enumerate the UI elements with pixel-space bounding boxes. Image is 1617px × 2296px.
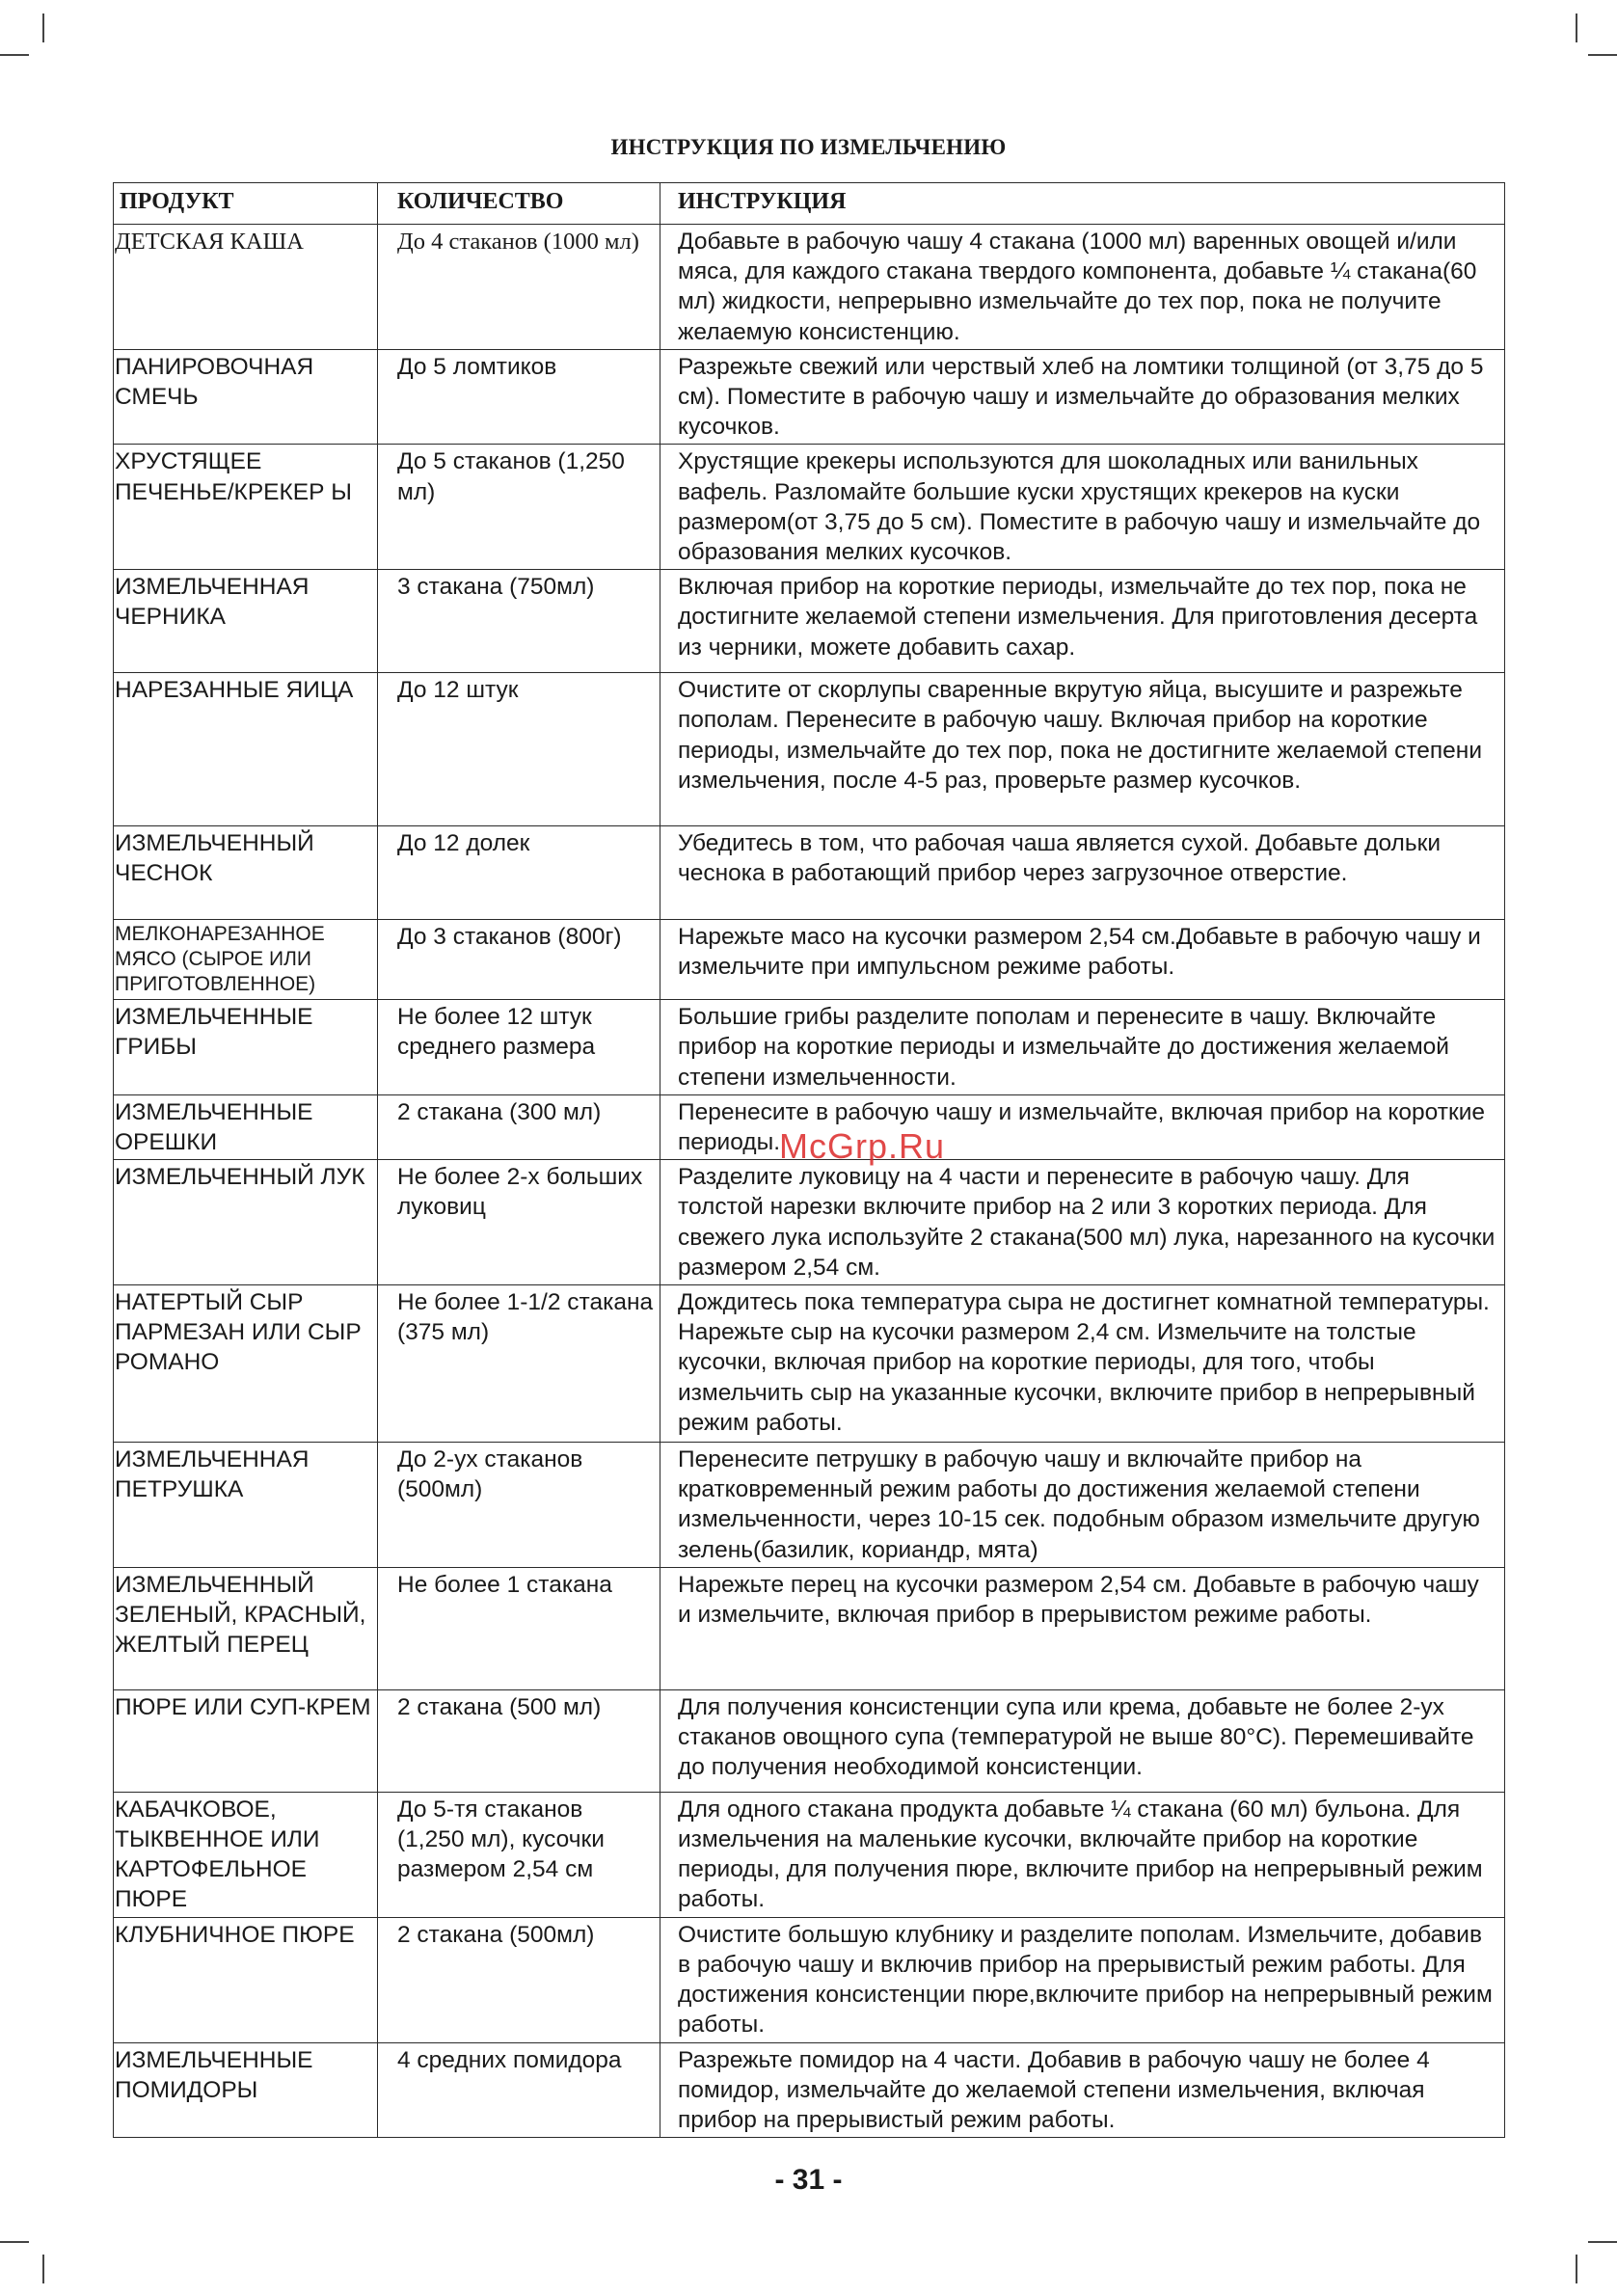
quantity-cell: 2 стакана (300 мл) xyxy=(378,1094,660,1159)
table-row xyxy=(114,1917,1505,2042)
product-cell: НАТЕРТЫЙ СЫР ПАРМЕЗАН ИЛИ СЫР РОМАНО xyxy=(114,1285,378,1443)
product-cell: ИЗМЕЛЬЧЕННЫЕ ГРИБЫ xyxy=(114,1000,378,1095)
product-cell: ИЗМЕЛЬЧЕННЫЕ ОРЕШКИ xyxy=(114,1094,378,1159)
instruction-cell: Нарежьте перец на кусочки размером 2,54 см. Добавьте в рабочую чашу и измельчите, включая прибор в прерывистом режиме работы. xyxy=(660,1567,1505,1689)
quantity-cell: 2 стакана (500 мл) xyxy=(378,1689,660,1792)
page-title: ИНСТРУКЦИЯ ПО ИЗМЕЛЬЧЕНИЮ xyxy=(610,135,1007,159)
instruction-cell: Дождитесь пока температура сыра не достигнет комнатной температуры. Нарежьте сыр на кусочки размером 2,4 см. Измельчите на толстые кусочки, включая прибор на короткие периоды, для того, чтобы измельчить сыр на указанные кусочки, включите прибор в непрерывный режим работы. xyxy=(660,1285,1505,1443)
crop-mark xyxy=(1576,2255,1577,2283)
product-cell: МЕЛКОНАРЕЗАННОЕ МЯСО (СЫРОЕ ИЛИ ПРИГОТОВЛЕННОЕ) xyxy=(114,920,378,1000)
table-row xyxy=(114,2042,1505,2138)
quantity-cell: До 3 стаканов (800г) xyxy=(378,920,660,1000)
instruction-cell: Большие грибы разделите пополам и перенесите в чашу. Включайте прибор на короткие периоды и измельчайте до достижения желаемой степени измельченности. xyxy=(660,1000,1505,1095)
product-cell: ДЕТСКАЯ КАША xyxy=(114,225,378,350)
table-row xyxy=(114,673,1505,826)
instruction-cell: Разрежьте помидор на 4 части. Добавив в рабочую чашу не более 4 помидор, измельчайте до желаемой степени измельчения, включая прибор на прерывистый режим работы. xyxy=(660,2042,1505,2138)
product-cell: ИЗМЕЛЬЧЕННЫЙ ЗЕЛЕНЫЙ, КРАСНЫЙ, ЖЕЛТЫЙ ПЕРЕЦ xyxy=(114,1567,378,1689)
header-instruction: ИНСТРУКЦИЯ xyxy=(660,183,1505,225)
quantity-cell: До 5 стаканов (1,250 мл) xyxy=(378,445,660,570)
table-row xyxy=(114,445,1505,570)
crop-mark xyxy=(1588,2241,1617,2243)
table-row xyxy=(114,1000,1505,1095)
product-cell: ИЗМЕЛЬЧЕННЫЙ ЧЕСНОК xyxy=(114,826,378,920)
table-row xyxy=(114,1285,1505,1443)
quantity-cell: До 12 штук xyxy=(378,673,660,826)
table-row xyxy=(114,1443,1505,1568)
product-cell: ПАНИРОВОЧНАЯ СМЕЧЬ xyxy=(114,349,378,445)
crop-mark xyxy=(42,14,44,42)
quantity-cell: Не более 2-х больших луковиц xyxy=(378,1160,660,1285)
instruction-cell: Убедитесь в том, что рабочая чаша является сухой. Добавьте дольки чеснока в работающий прибор через загрузочное отверстие. xyxy=(660,826,1505,920)
product-cell: ИЗМЕЛЬЧЕННАЯ ЧЕРНИКА xyxy=(114,570,378,673)
instruction-cell: Разделите луковицу на 4 части и перенесите в рабочую чашу. Для толстой нарезки включите прибор на 2 или 3 коротких периода. Для свежего лука используйте 2 стакана(500 мл) лука, нарезанного на кусочки размером 2,54 см. xyxy=(660,1160,1505,1285)
crop-mark xyxy=(42,2255,44,2283)
instruction-cell: Очистите большую клубнику и разделите пополам. Измельчите, добавив в рабочую чашу и включив прибор на прерывистый режим работы. Для достижения консистенции пюре,включите прибор на непрерывный режим работы. xyxy=(660,1917,1505,2042)
instruction-cell: Включая прибор на короткие периоды, измельчайте до тех пор, пока не достигните желаемой степени измельчения. Для приготовления десерта из черники, можете добавить сахар. xyxy=(660,570,1505,673)
header-quantity: КОЛИЧЕСТВО xyxy=(378,183,660,225)
instruction-cell: Хрустящие крекеры используются для шоколадных или ванильных вафель. Разломайте большие куски хрустящих крекеров на куски размером(от 3,75 до 5 см). Поместите в рабочую чашу и измельчайте до образования мелких кусочков. xyxy=(660,445,1505,570)
product-cell: ИЗМЕЛЬЧЕННЫЙ ЛУК xyxy=(114,1160,378,1285)
table-row xyxy=(114,1689,1505,1792)
quantity-cell: Не более 1-1/2 стакана (375 мл) xyxy=(378,1285,660,1443)
quantity-cell: 3 стакана (750мл) xyxy=(378,570,660,673)
instruction-cell: Перенесите в рабочую чашу и измельчайте, включая прибор на короткие периоды. xyxy=(660,1094,1505,1159)
quantity-cell: 4 средних помидора xyxy=(378,2042,660,2138)
product-cell: КЛУБНИЧНОЕ ПЮРЕ xyxy=(114,1917,378,2042)
quantity-cell: До 12 долек xyxy=(378,826,660,920)
quantity-cell: 2 стакана (500мл) xyxy=(378,1917,660,2042)
crop-mark xyxy=(1588,54,1617,56)
table-header-row xyxy=(114,183,1505,225)
table-row xyxy=(114,1160,1505,1285)
instruction-cell: Разрежьте свежий или черствый хлеб на ломтики толщиной (от 3,75 до 5 см). Поместите в рабочую чашу и измельчайте до образования мелких кусочков. xyxy=(660,349,1505,445)
page-number: - 31 - xyxy=(774,2164,843,2196)
crop-mark xyxy=(1576,14,1577,42)
header-product: ПРОДУКТ xyxy=(114,183,378,225)
instruction-cell: Очистите от скорлупы сваренные вкрутую яйца, высушите и разрежьте пополам. Перенесите в рабочую чашу. Включая прибор на короткие периоды, измельчайте до тех пор, пока не достигните желаемой степени измельчения, после 4-5 раз, проверьте размер кусочков. xyxy=(660,673,1505,826)
quantity-cell: Не более 12 штук среднего размера xyxy=(378,1000,660,1095)
crop-mark xyxy=(0,54,29,56)
instruction-cell: Для одного стакана продукта добавьте ¼ стакана (60 мл) бульона. Для измельчения на маленькие кусочки, включайте прибор на короткие периоды, для получения пюре, включите прибор на непрерывный режим работы. xyxy=(660,1792,1505,1917)
quantity-cell: До 4 стаканов (1000 мл) xyxy=(378,225,660,350)
table-row xyxy=(114,1792,1505,1917)
instruction-cell: Нарежьте масо на кусочки размером 2,54 см.Добавьте в рабочую чашу и измельчите при импульсном режиме работы. xyxy=(660,920,1505,1000)
instruction-cell: Добавьте в рабочую чашу 4 стакана (1000 мл) варенных овощей и/или мяса, для каждого стакана твердого компонента, добавьте ¼ стакана(60 мл) жидкости, непрерывно измельчайте до тех пор, пока не получите желаемую консистенцию. xyxy=(660,225,1505,350)
product-cell: ХРУСТЯЩЕЕ ПЕЧЕНЬЕ/КРЕКЕР Ы xyxy=(114,445,378,570)
product-cell: ИЗМЕЛЬЧЕННАЯ ПЕТРУШКА xyxy=(114,1443,378,1568)
quantity-cell: До 5-тя стаканов (1,250 мл), кусочки размером 2,54 см xyxy=(378,1792,660,1917)
table-row xyxy=(114,225,1505,350)
table-row xyxy=(114,570,1505,673)
quantity-cell: До 5 ломтиков xyxy=(378,349,660,445)
quantity-cell: Не более 1 стакана xyxy=(378,1567,660,1689)
quantity-cell: До 2-ух стаканов (500мл) xyxy=(378,1443,660,1568)
table-row xyxy=(114,349,1505,445)
table-row xyxy=(114,1567,1505,1689)
product-cell: КАБАЧКОВОЕ, ТЫКВЕННОЕ ИЛИ КАРТОФЕЛЬНОЕ ПЮРЕ xyxy=(114,1792,378,1917)
instruction-cell: Для получения консистенции супа или крема, добавьте не более 2-ух стаканов овощного супа (температурой не выше 80°С). Перемешивайте до получения необходимой консистенции. xyxy=(660,1689,1505,1792)
watermark: McGrp.Ru xyxy=(779,1126,946,1166)
table-row xyxy=(114,826,1505,920)
product-cell: ИЗМЕЛЬЧЕННЫЕ ПОМИДОРЫ xyxy=(114,2042,378,2138)
product-cell: ПЮРЕ ИЛИ СУП-КРЕМ xyxy=(114,1689,378,1792)
table-row xyxy=(114,920,1505,1000)
crop-mark xyxy=(0,2241,29,2243)
product-cell: НАРЕЗАННЫЕ ЯИЦА xyxy=(114,673,378,826)
instruction-cell: Перенесите петрушку в рабочую чашу и включайте прибор на кратковременный режим работы до достижения желаемой степени измельченности, через 10-15 сек. подобным образом измельчите другую зелень(базилик, кориандр, мята) xyxy=(660,1443,1505,1568)
